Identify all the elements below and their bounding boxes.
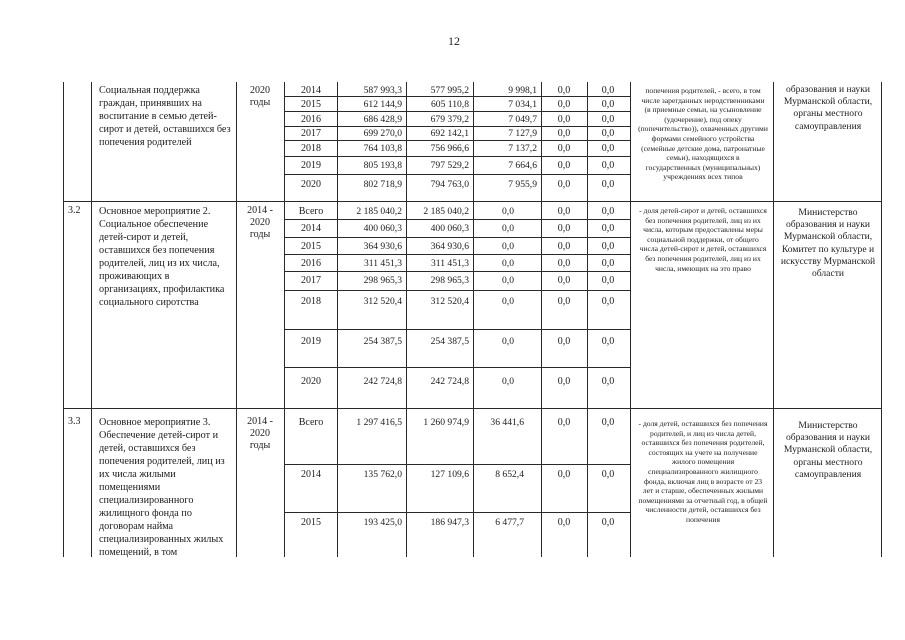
cell-total: 193 425,0 xyxy=(363,517,402,528)
cell-value: 0,0 xyxy=(601,258,615,269)
cell-value: 0,0 xyxy=(557,469,571,480)
table-border xyxy=(630,82,631,557)
cell-value: 36 441,6 xyxy=(490,417,524,428)
row-divider xyxy=(284,174,630,175)
cell-value: 298 965,3 xyxy=(430,275,469,286)
cell-value: 8 652,4 xyxy=(495,469,524,480)
table-border xyxy=(773,82,774,557)
cell-year: 2017 xyxy=(301,128,321,139)
cell-value: 0,0 xyxy=(502,223,514,234)
section-title: Основное мероприятие 2. Социальное обеспечение детей-сирот и детей, оставшихся без попечения родителей, лиц из их числа, проживающих в организациях, профилактика социального сиротства xyxy=(99,206,225,308)
cell-total: 1 297 416,5 xyxy=(356,417,402,428)
cell-total: 311 451,3 xyxy=(363,258,402,269)
cell-value: 0,0 xyxy=(557,179,571,190)
row-divider xyxy=(284,367,630,368)
cell-total: 699 270,0 xyxy=(363,128,402,139)
row-divider xyxy=(284,111,630,112)
cell-total: 364 930,6 xyxy=(363,241,402,252)
cell-value: 0,0 xyxy=(557,99,571,110)
cell-value: 9 998,1 xyxy=(508,85,537,96)
cell-year: 2016 xyxy=(301,258,321,269)
row-divider xyxy=(284,290,630,291)
responsible-text: Министерство образования и науки Мурманской области, Комитет по культуре и искусству Мурманской области xyxy=(780,207,876,280)
cell-value: 0,0 xyxy=(601,114,615,125)
cell-value: 7 664,6 xyxy=(508,160,537,171)
cell-value: 0,0 xyxy=(502,258,514,269)
cell-value: 0,0 xyxy=(557,417,571,428)
cell-total: 805 193,8 xyxy=(363,160,402,171)
cell-value: 692 142,1 xyxy=(430,128,469,139)
cell-value: 0,0 xyxy=(601,160,615,171)
cell-year: 2014 xyxy=(301,469,321,480)
section-number: 3.2 xyxy=(68,205,81,216)
section-period: 2014 - 2020 годы xyxy=(247,416,273,451)
table-border xyxy=(91,82,92,557)
cell-value: 127 109,6 xyxy=(430,469,469,480)
cell-value: 0,0 xyxy=(557,258,571,269)
cell-value: 7 137,2 xyxy=(508,143,537,154)
cell-year: 2019 xyxy=(301,336,321,347)
table-border xyxy=(284,82,285,557)
responsible-text: образования и науки Мурманской области, органы местного самоуправления xyxy=(783,84,873,132)
row-divider xyxy=(284,271,630,272)
cell-value: 0,0 xyxy=(601,517,615,528)
cell-value: 0,0 xyxy=(557,241,571,252)
row-divider xyxy=(284,329,630,330)
cell-value: 0,0 xyxy=(557,128,571,139)
cell-value: 0,0 xyxy=(502,241,514,252)
section-divider xyxy=(63,201,881,202)
indicator-text: попечения родителей, - всего, в том числе зарегданных неродственниками (в приемные семьи, на усыновление (удочерение), под опеку (попечительство)), охваченных другими формами семейного устройства (семейные детские дома, патронатные семьи), находящихся в государственных (муниципальных) учреждениях всех типов xyxy=(638,86,768,182)
cell-value: 0,0 xyxy=(557,85,571,96)
cell-value: 0,0 xyxy=(557,275,571,286)
cell-year: 2018 xyxy=(301,296,321,307)
cell-year: 2015 xyxy=(301,241,321,252)
section-divider xyxy=(63,408,881,409)
cell-value: 0,0 xyxy=(601,241,615,252)
table-border xyxy=(881,82,882,557)
cell-year: 2014 xyxy=(301,85,321,96)
cell-value: 0,0 xyxy=(601,206,615,217)
row-divider xyxy=(284,126,630,127)
row-divider xyxy=(284,254,630,255)
cell-year: Всего xyxy=(298,206,324,217)
cell-total: 242 724,8 xyxy=(363,376,402,387)
cell-value: 254 387,5 xyxy=(430,336,469,347)
cell-value: 0,0 xyxy=(601,417,615,428)
cell-value: 0,0 xyxy=(601,336,615,347)
cell-value: 0,0 xyxy=(502,376,514,387)
cell-year: 2020 xyxy=(301,376,321,387)
cell-value: 0,0 xyxy=(557,376,571,387)
cell-value: 0,0 xyxy=(502,206,514,217)
cell-total: 298 965,3 xyxy=(363,275,402,286)
cell-total: 686 428,9 xyxy=(363,114,402,125)
cell-value: 7 049,7 xyxy=(508,114,537,125)
cell-total: 254 387,5 xyxy=(363,336,402,347)
cell-year: 2018 xyxy=(301,143,321,154)
cell-value: 400 060,3 xyxy=(430,223,469,234)
cell-value: 0,0 xyxy=(601,179,615,190)
cell-value: 242 724,8 xyxy=(430,376,469,387)
cell-value: 2 185 040,2 xyxy=(423,206,469,217)
cell-total: 312 520,4 xyxy=(363,296,402,307)
cell-value: 312 520,4 xyxy=(430,296,469,307)
cell-value: 0,0 xyxy=(557,336,571,347)
cell-total: 400 060,3 xyxy=(363,223,402,234)
cell-value: 7 034,1 xyxy=(508,99,537,110)
cell-value: 679 379,2 xyxy=(430,114,469,125)
cell-value: 364 930,6 xyxy=(430,241,469,252)
cell-year: 2019 xyxy=(301,160,321,171)
indicator-text: - доля детей-сирот и детей, оставшихся без попечения родителей, лиц из их числа, которым предоставлены меры социальной поддержки, от общего числа детей-сирот и детей, оставшихся без попечения родителей, лиц из их числа, имеющих на это право xyxy=(639,206,767,273)
cell-value: 0,0 xyxy=(557,206,571,217)
row-divider xyxy=(284,140,630,141)
table-border xyxy=(63,82,64,557)
row-divider xyxy=(284,512,630,513)
cell-value: 0,0 xyxy=(502,296,514,307)
cell-year: 2015 xyxy=(301,517,321,528)
indicator-text: - доля детей, оставшихся без попечения родителей, и лиц из числа детей, оставшихся без попечения родителей, состоящих на учете на получение жилого помещения специализированного жилищного фонда, включая лиц в возрасте от 23 лет и старше, обеспеченных жилыми помещениями за отчетный год, в общей численности детей, оставшихся без попечения xyxy=(638,419,768,524)
row-divider xyxy=(284,237,630,238)
table-border xyxy=(236,82,237,557)
cell-value: 311 451,3 xyxy=(430,258,469,269)
cell-value: 577 995,2 xyxy=(430,85,469,96)
cell-value: 186 947,3 xyxy=(430,517,469,528)
cell-value: 0,0 xyxy=(557,114,571,125)
cell-value: 0,0 xyxy=(557,143,571,154)
cell-total: 587 993,3 xyxy=(363,85,402,96)
cell-value: 605 110,8 xyxy=(430,99,469,110)
cell-year: Всего xyxy=(298,417,324,428)
cell-value: 0,0 xyxy=(601,128,615,139)
cell-value: 7 955,9 xyxy=(508,179,537,190)
cell-value: 0,0 xyxy=(601,85,615,96)
section-number: 3.3 xyxy=(68,416,81,427)
cell-value: 0,0 xyxy=(601,99,615,110)
cell-value: 6 477,7 xyxy=(495,517,524,528)
cell-value: 0,0 xyxy=(557,223,571,234)
cell-year: 2014 xyxy=(301,223,321,234)
row-divider xyxy=(284,464,630,465)
cell-value: 0,0 xyxy=(557,296,571,307)
section-period: 2014 - 2020 годы xyxy=(247,205,273,240)
cell-year: 2017 xyxy=(301,275,321,286)
cell-value: 0,0 xyxy=(557,517,571,528)
cell-value: 0,0 xyxy=(601,469,615,480)
cell-value: 1 260 974,9 xyxy=(423,417,469,428)
cell-value: 0,0 xyxy=(502,336,514,347)
row-divider xyxy=(284,156,630,157)
cell-value: 0,0 xyxy=(601,275,615,286)
cell-value: 0,0 xyxy=(557,160,571,171)
row-divider xyxy=(284,219,630,220)
cell-value: 0,0 xyxy=(601,143,615,154)
section-period: 2020 годы xyxy=(249,85,271,108)
cell-value: 797 529,2 xyxy=(430,160,469,171)
responsible-text: Министерство образования и науки Мурманской области, органы местного самоуправления xyxy=(783,420,873,480)
cell-total: 2 185 040,2 xyxy=(356,206,402,217)
cell-value: 756 966,6 xyxy=(430,143,469,154)
cell-year: 2020 xyxy=(301,179,321,190)
cell-value: 0,0 xyxy=(502,275,514,286)
page-number: 12 xyxy=(448,34,460,48)
cell-year: 2015 xyxy=(301,99,321,110)
section-title: Основное мероприятие 3. Обеспечение детей-сирот и детей, оставшихся без попечения родителей, лиц из их числа жилыми помещениями специализированного жилищного фонда по договорам найма специализированных жилых помещений, в том xyxy=(99,417,225,558)
cell-total: 135 762,0 xyxy=(363,469,402,480)
cell-total: 802 718,9 xyxy=(363,179,402,190)
cell-value: 794 763,0 xyxy=(430,179,469,190)
section-title: Социальная поддержка граждан, принявших на воспитание в семью детей-сирот и детей, оставшихся без попечения родителей xyxy=(99,85,231,148)
cell-value: 0,0 xyxy=(601,223,615,234)
cell-year: 2016 xyxy=(301,114,321,125)
cell-total: 612 144,9 xyxy=(363,99,402,110)
cell-value: 7 127,9 xyxy=(508,128,537,139)
cell-value: 0,0 xyxy=(601,376,615,387)
cell-value: 0,0 xyxy=(601,296,615,307)
cell-total: 764 103,8 xyxy=(363,143,402,154)
